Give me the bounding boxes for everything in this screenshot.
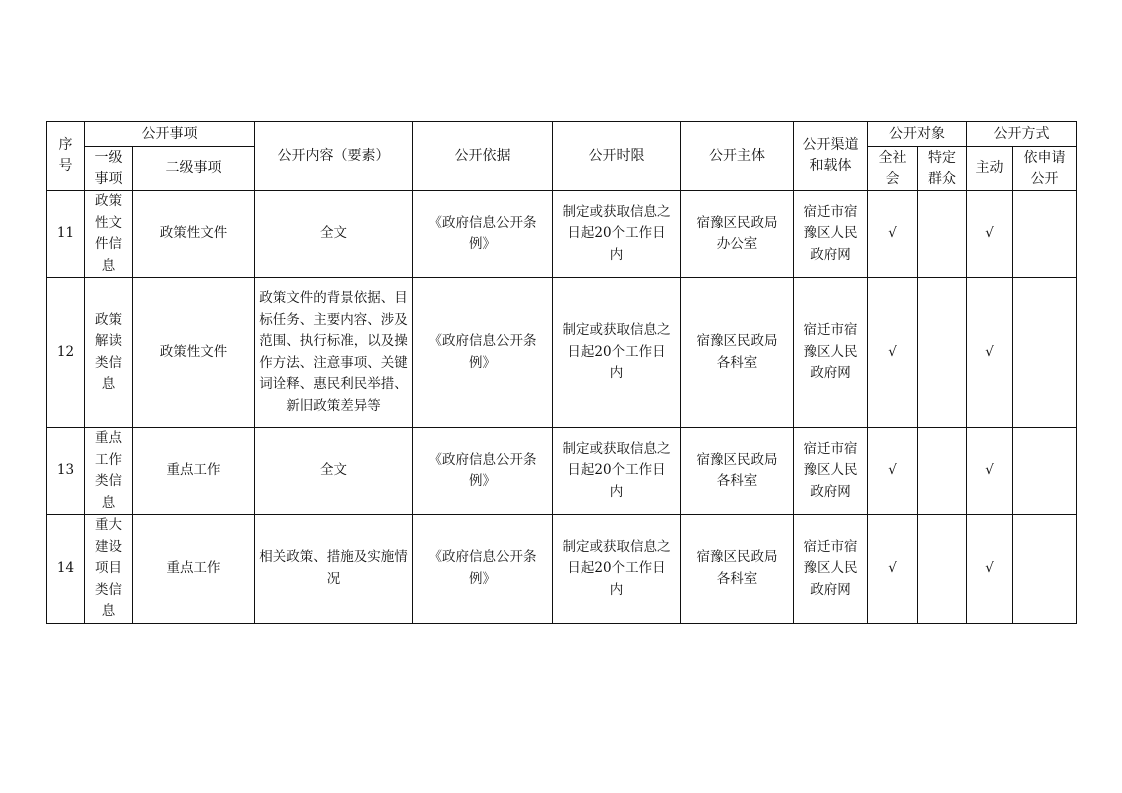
row-subject: 宿豫区民政局各科室 bbox=[681, 428, 794, 515]
row-basis: 《政府信息公开条例》 bbox=[413, 191, 553, 278]
row-target-all-check: √ bbox=[868, 515, 918, 624]
row-subject: 宿豫区民政局各科室 bbox=[681, 515, 794, 624]
row-target-all-check: √ bbox=[868, 191, 918, 278]
row-target-specific-check bbox=[918, 278, 967, 428]
row-level2: 政策性文件 bbox=[133, 278, 255, 428]
row-basis: 《政府信息公开条例》 bbox=[413, 428, 553, 515]
header-subject: 公开主体 bbox=[681, 122, 794, 191]
table-row bbox=[47, 278, 1077, 428]
row-channel: 宿迁市宿豫区人民政府网 bbox=[794, 191, 868, 278]
header-method-active: 主动 bbox=[967, 147, 1013, 191]
row-target-specific-check bbox=[918, 191, 967, 278]
row-target-specific-check bbox=[918, 515, 967, 624]
row-time-limit: 制定或获取信息之日起20个工作日内 bbox=[553, 515, 681, 624]
header-method: 公开方式 bbox=[967, 122, 1077, 147]
row-method-apply-check bbox=[1013, 515, 1077, 624]
row-target-all-check: √ bbox=[868, 428, 918, 515]
row-basis: 《政府信息公开条例》 bbox=[413, 278, 553, 428]
header-level2: 二级事项 bbox=[133, 147, 255, 191]
row-level1: 重点工作类信息 bbox=[85, 428, 133, 515]
row-method-apply-check bbox=[1013, 278, 1077, 428]
row-method-apply-check bbox=[1013, 191, 1077, 278]
table-body bbox=[47, 191, 1077, 624]
row-subject: 宿豫区民政局各科室 bbox=[681, 278, 794, 428]
header-open-items: 公开事项 bbox=[85, 122, 255, 147]
header-basis: 公开依据 bbox=[413, 122, 553, 191]
row-content: 相关政策、措施及实施情况 bbox=[255, 515, 413, 624]
row-method-active-check: √ bbox=[967, 191, 1013, 278]
row-method-active-check: √ bbox=[967, 428, 1013, 515]
row-level1: 重大建设项目类信息 bbox=[85, 515, 133, 624]
row-channel: 宿迁市宿豫区人民政府网 bbox=[794, 428, 868, 515]
disclosure-table bbox=[46, 121, 1077, 624]
row-seq: 12 bbox=[47, 278, 85, 428]
row-level2: 重点工作 bbox=[133, 428, 255, 515]
table-row bbox=[47, 515, 1077, 624]
row-seq: 11 bbox=[47, 191, 85, 278]
row-channel: 宿迁市宿豫区人民政府网 bbox=[794, 278, 868, 428]
header-time-limit: 公开时限 bbox=[553, 122, 681, 191]
row-content: 全文 bbox=[255, 428, 413, 515]
header-seq: 序号 bbox=[47, 122, 85, 191]
table-row bbox=[47, 428, 1077, 515]
row-time-limit: 制定或获取信息之日起20个工作日内 bbox=[553, 428, 681, 515]
header-target-all: 全社会 bbox=[868, 147, 918, 191]
row-target-specific-check bbox=[918, 428, 967, 515]
header-level1: 一级事项 bbox=[85, 147, 133, 191]
header-channel: 公开渠道和载体 bbox=[794, 122, 868, 191]
row-level2: 重点工作 bbox=[133, 515, 255, 624]
header-target: 公开对象 bbox=[868, 122, 967, 147]
row-basis: 《政府信息公开条例》 bbox=[413, 515, 553, 624]
row-level2: 政策性文件 bbox=[133, 191, 255, 278]
row-seq: 14 bbox=[47, 515, 85, 624]
row-target-all-check: √ bbox=[868, 278, 918, 428]
header-content: 公开内容（要素） bbox=[255, 122, 413, 191]
row-time-limit: 制定或获取信息之日起20个工作日内 bbox=[553, 191, 681, 278]
row-time-limit: 制定或获取信息之日起20个工作日内 bbox=[553, 278, 681, 428]
row-channel: 宿迁市宿豫区人民政府网 bbox=[794, 515, 868, 624]
row-level1: 政策性文件信息 bbox=[85, 191, 133, 278]
row-content: 政策文件的背景依据、目标任务、主要内容、涉及范围、执行标准，以及操作方法、注意事项、关键词诠释、惠民利民举措、新旧政策差异等 bbox=[255, 278, 413, 428]
header-target-specific: 特定群众 bbox=[918, 147, 967, 191]
row-subject: 宿豫区民政局办公室 bbox=[681, 191, 794, 278]
row-level1: 政策解读类信息 bbox=[85, 278, 133, 428]
table-row bbox=[47, 191, 1077, 278]
row-method-apply-check bbox=[1013, 428, 1077, 515]
row-seq: 13 bbox=[47, 428, 85, 515]
row-method-active-check: √ bbox=[967, 278, 1013, 428]
row-method-active-check: √ bbox=[967, 515, 1013, 624]
header-method-apply: 依申请公开 bbox=[1013, 147, 1077, 191]
table-header bbox=[47, 122, 1077, 191]
row-content: 全文 bbox=[255, 191, 413, 278]
